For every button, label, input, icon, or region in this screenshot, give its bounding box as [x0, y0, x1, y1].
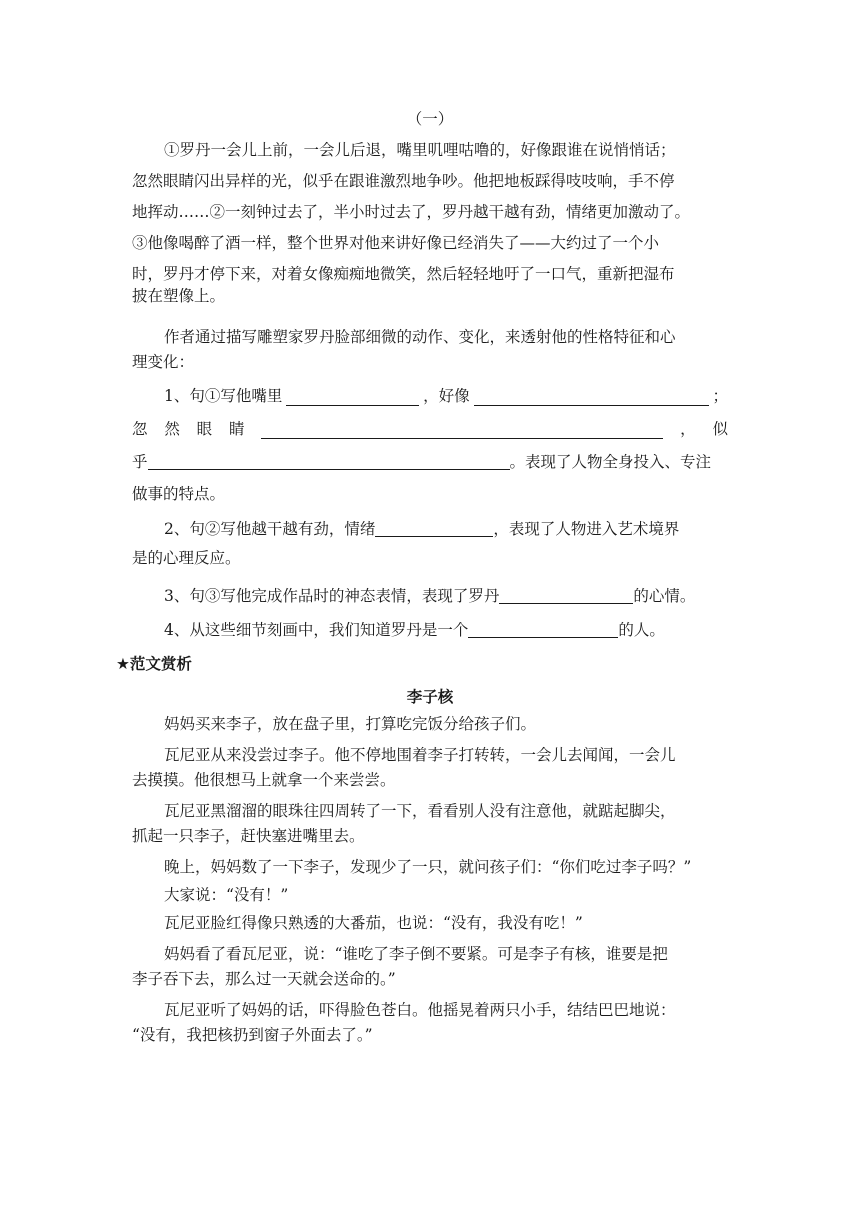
question-1-row-2	[132, 419, 728, 439]
question-2-text-a: 2、句②写他越干越有劲，情绪	[164, 520, 376, 538]
question-1-text-b: ，好像	[423, 387, 470, 405]
question-2	[164, 519, 728, 539]
story-line: “没有，我把核扔到窗子外面去了。”	[132, 1026, 373, 1044]
question-1-word: 似	[712, 420, 728, 438]
passage-line: 时，罗丹才停下来，对着女像痴痴地微笑，然后轻轻地吁了一口气，重新把湿布	[132, 265, 675, 283]
story-line: 瓦尼亚从来没尝过李子。他不停地围着李子打转转，一会儿去闻闻，一会儿	[164, 746, 676, 764]
story-line: 抓起一只李子，赶快塞进嘴里去。	[132, 827, 365, 845]
question-1-comma: ，	[680, 420, 696, 438]
question-1-text-a: 1、句①写他嘴里	[164, 387, 283, 405]
question-1-row-3	[132, 452, 728, 472]
question-1-text-d: 。表现了人物全身投入、专注	[509, 453, 712, 471]
story-line: 晚上，妈妈数了一下李子，发现少了一只，就问孩子们：“你们吃过李子吗？”	[164, 858, 692, 876]
story-line: 大家说：“没有！”	[164, 886, 289, 904]
answer-blank[interactable]	[286, 389, 419, 406]
question-4	[164, 620, 728, 640]
answer-blank[interactable]	[148, 453, 510, 470]
question-3	[164, 586, 728, 606]
passage-line: 披在塑像上。	[132, 287, 226, 305]
question-1-word: 忽	[132, 420, 148, 438]
passage-line: ③他像喝醉了酒一样，整个世界对他来讲好像已经消失了——大约过了一个小	[132, 234, 660, 252]
question-3-text-a: 3、句③写他完成作品时的神态表情，表现了罗丹	[164, 587, 500, 605]
question-1-word: 乎	[132, 453, 148, 471]
answer-blank[interactable]	[474, 389, 709, 406]
passage-line: 忽然眼睛闪出异样的光，似乎在跟谁激烈地争吵。他把地板踩得吱吱响，手不停	[132, 172, 675, 190]
passage-line: ①罗丹一会儿上前，一会儿后退，嘴里叽哩咕噜的，好像跟谁在说悄悄话；	[164, 141, 676, 159]
question-2-text-b: ，表现了人物进入艺术境界	[493, 520, 680, 538]
question-4-text-a: 4、从这些细节刻画中，我们知道罗丹是一个	[164, 621, 469, 639]
story-line: 妈妈看了看瓦尼亚，说：“谁吃了李子倒不要紧。可是李子有核，谁要是把	[164, 945, 668, 963]
answer-blank[interactable]	[375, 520, 493, 537]
question-1-word: 眼	[196, 420, 213, 438]
exercise-intro-line: 作者通过描写雕塑家罗丹脸部细微的动作、变化，来透射他的性格特征和心	[164, 328, 676, 346]
question-3-text-b: 的心情。	[633, 587, 696, 605]
question-1-row-4: 做事的特点。	[132, 485, 226, 503]
passage-line: 地挥动……②一刻钟过去了，半小时过去了，罗丹越干越有劲，情绪更加激动了。	[132, 203, 691, 221]
story-line: 李子吞下去，那么过一天就会送命的。”	[132, 970, 396, 988]
question-4-text-b: 的人。	[618, 621, 665, 639]
exercise-intro-line: 理变化：	[132, 353, 195, 371]
story-title: 李子核	[406, 688, 454, 706]
story-line: 瓦尼亚听了妈妈的话，吓得脸色苍白。他摇晃着两只小手，结结巴巴地说：	[164, 1001, 676, 1019]
story-line: 妈妈买来李子，放在盘子里，打算吃完饭分给孩子们。	[164, 715, 537, 733]
answer-blank[interactable]	[499, 587, 633, 604]
answer-blank[interactable]	[261, 422, 663, 439]
question-1-text-c: ；	[712, 387, 728, 405]
question-1-word: 然	[164, 420, 180, 438]
story-line: 去摸摸。他很想马上就拿一个来尝尝。	[132, 771, 396, 789]
answer-blank[interactable]	[468, 621, 618, 638]
story-line: 瓦尼亚黑溜溜的眼珠往四周转了一下，看看别人没有注意他，就踮起脚尖，	[164, 802, 676, 820]
question-1-word: 睛	[228, 420, 245, 438]
question-1	[164, 386, 728, 406]
section-heading: ★范文赏析	[116, 655, 192, 673]
passage-label: （一）	[406, 110, 454, 128]
question-2-row-2: 是的心理反应。	[132, 549, 241, 567]
story-line: 瓦尼亚脸红得像只熟透的大番茄，也说：“没有，我没有吃！”	[164, 914, 583, 932]
